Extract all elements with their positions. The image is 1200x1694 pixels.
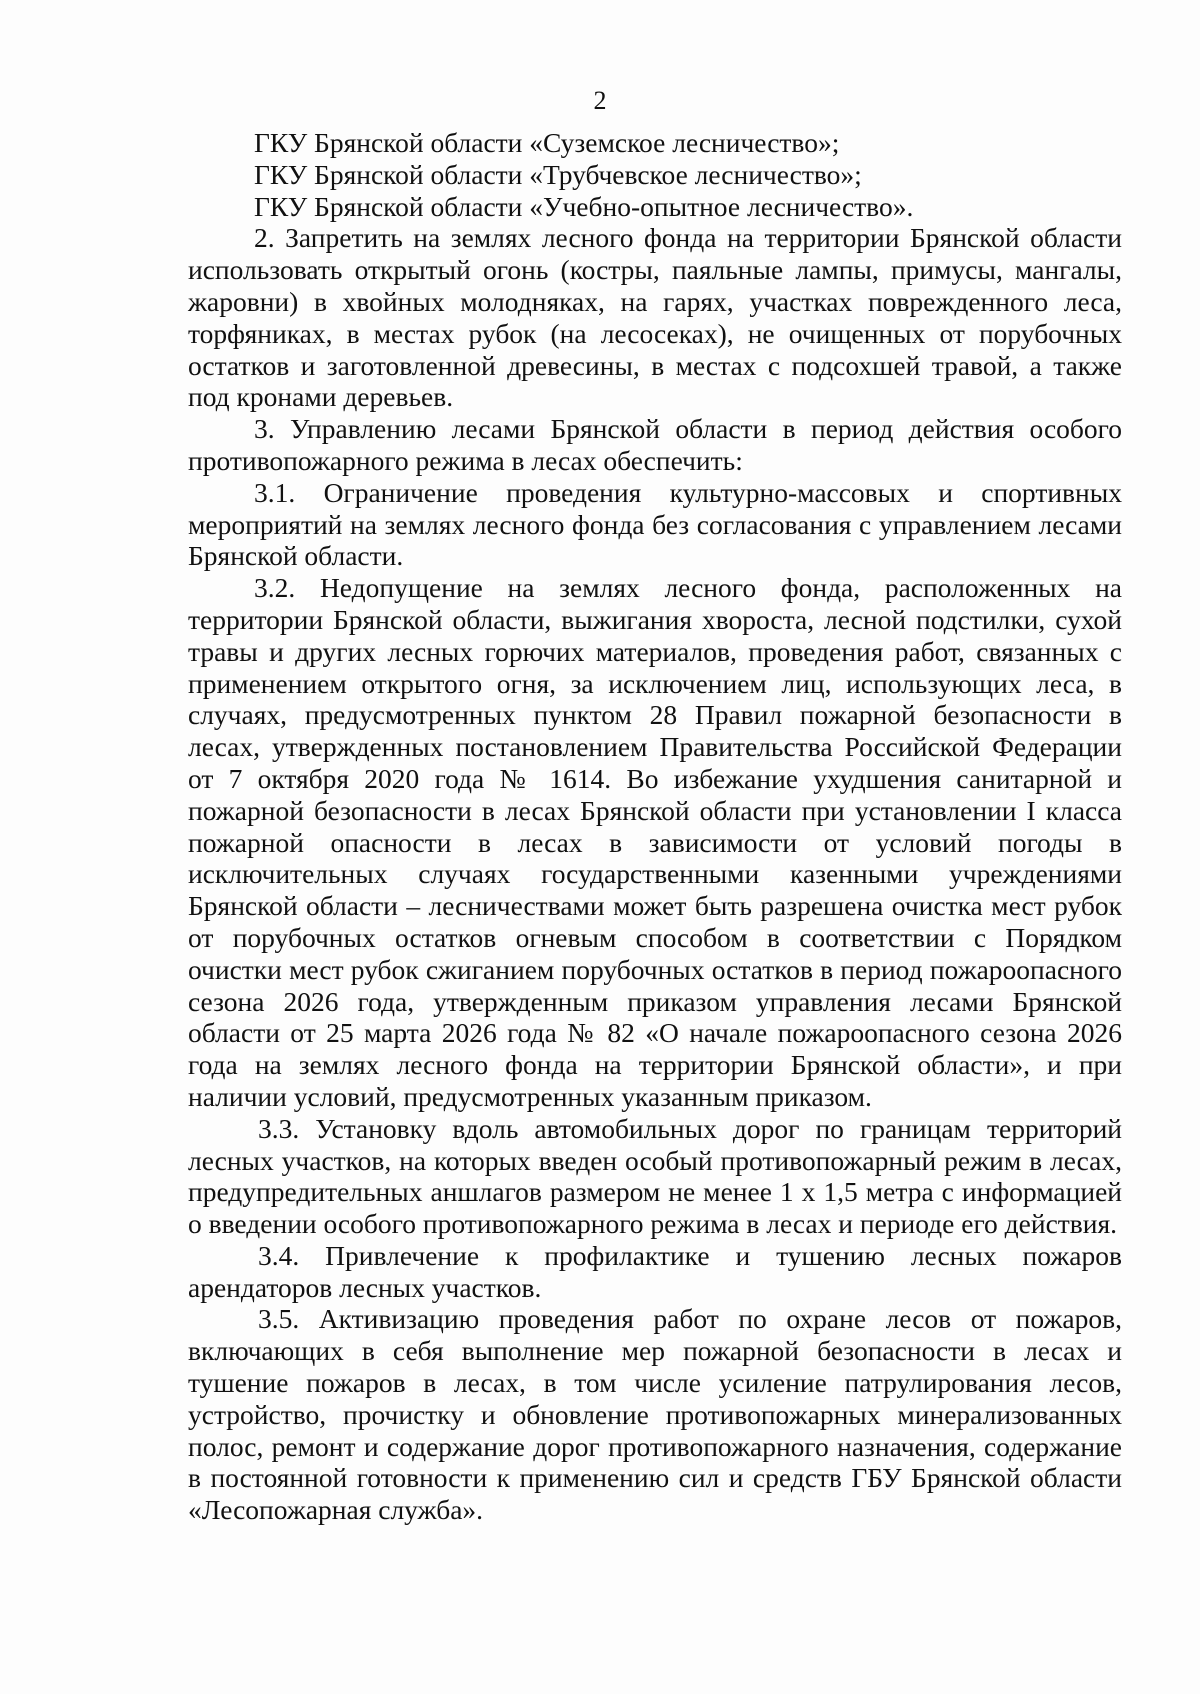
paragraph-suzemka-forestry: ГКУ Брянской области «Суземское лесничество»;: [254, 127, 840, 158]
paragraph-item-3-3: 3.3. Установку вдоль автомобильных дорог по границам территорий лесных участков, на которых введен особый противопожарный режим в лесах, предупредительных аншлагов размером не менее 1 х 1,5 метра с информацией о введении особого противопожарного режима в лесах и периоде его действия.: [188, 1112, 1122, 1240]
paragraph-item-3-2: 3.2. Недопущение на землях лесного фонда, расположенных на территории Брянской области, выжигания хвороста, лесной подстилки, сухой травы и других лесных горючих материалов, проведения работ, связанных с применением открытого огня, за исключением лиц, использующих леса, в случаях, предусмотренных пунктом 28 Правил пожарной безопасности в лесах, утвержденных постановлением Правительства Российской Федерации от 7 октября 2020 года № 1614. Во избежание ухудшения санитарной и пожарной безопасности в лесах Брянской области при установлении I класса пожарной опасности в лесах в зависимости от условий погоды в исключительных случаях государственными казенными учреждениями Брянской области – лесничествами может быть разрешена очистка мест рубок от порубочных остатков огневым способом в соответствии с Порядком очистки мест рубок сжиганием порубочных остатков в период пожароопасного сезона 2026 года, утвержденным приказом управления лесами Брянской области от 25 марта 2026 года № 82 «О начале пожароопасного сезона 2026 года на землях лесного фонда на территории Брянской области», и при наличии условий, предусмотренных указанным приказом.: [188, 572, 1122, 1112]
page-number: 2: [593, 86, 607, 115]
paragraph-training-forestry: ГКУ Брянской области «Учебно-опытное лесничество».: [254, 190, 914, 222]
paragraph-item-3: 3. Управлению лесами Брянской области в период действия особого противопожарного режима в лесах обеспечить:: [188, 413, 1122, 476]
document-body: [188, 127, 1122, 1526]
paragraph-item-2: 2. Запретить на землях лесного фонда на территории Брянской области использовать открытый огонь (костры, паяльные лампы, примусы, мангалы, жаровни) в хвойных молодняках, на гарях, участках поврежденного леса, торфяниках, в местах рубок (на лесосеках), не очищенных от порубочных остатков и заготовленной древесины, в местах с подсохшей травой, а также под кронами деревьев.: [188, 222, 1122, 413]
paragraph-item-3-5: 3.5. Активизацию проведения работ по охране лесов от пожаров, включающих в себя выполнение мер пожарной безопасности в лесах и тушение пожаров в лесах, в том числе усиление патрулирования лесов, устройство, прочистку и обновление противопожарных минерализованных полос, ремонт и содержание дорог противопожарного назначения, содержание в постоянной готовности к применению сил и средств ГБУ Брянской области «Лесопожарная служба».: [188, 1303, 1122, 1526]
paragraph-trubchevsk-forestry: ГКУ Брянской области «Трубчевское лесничество»;: [254, 158, 862, 190]
paragraph-item-3-4: 3.4. Привлечение к профилактике и тушению лесных пожаров арендаторов лесных участков.: [188, 1239, 1122, 1303]
paragraph-item-3-1: 3.1. Ограничение проведения культурно-массовых и спортивных мероприятий на землях лесного фонда без согласования с управлением лесами Брянской области.: [188, 476, 1122, 572]
